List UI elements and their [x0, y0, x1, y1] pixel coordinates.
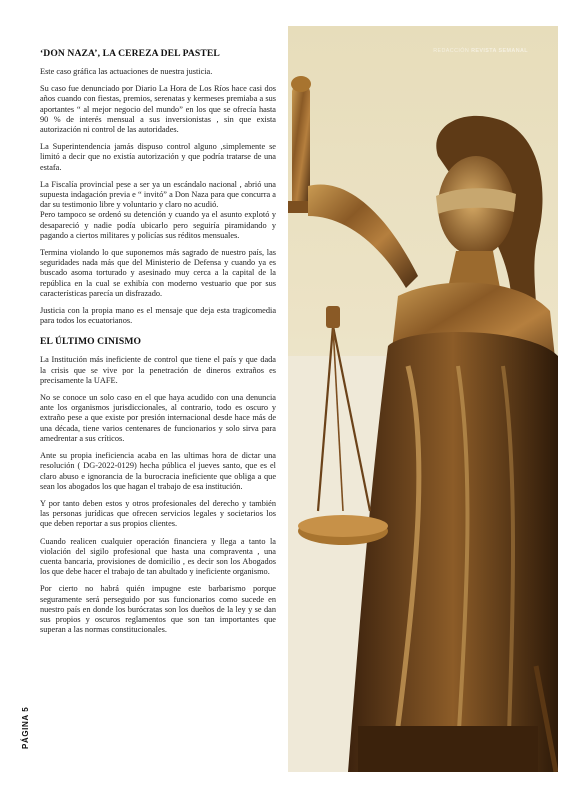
paragraph: Ante su propia ineficiencia acaba en las ultimas hora de dictar una resolución ( DG-2022-0129) hecha pública el jueves santo, que es el claro abuso e ignorancia de la burocracia ineficiente que obliga a que sean los abogados los que hagan el trabajo de esa institución.: [40, 451, 276, 491]
photo-credit-prefix: REDACCIÓN: [433, 48, 470, 54]
paragraph: La Fiscalía provincial pese a ser ya un escándalo nacional , abrió una supuesta indagación previa e “ invitó” a Don Naza para que concurra a dar su testimonio libre y voluntario y claro no acudió. Pero tampoco se ordenó su detención y cuando ya el asunto explotó y desapareció y nadie podía ubicarlo pero seguiría piramidando y pagando a ciertos militares y policías sus réditos mensuales.: [40, 179, 276, 240]
statue-illustration: [288, 26, 558, 772]
paragraph: Termina violando lo que suponemos más sagrado de nuestro país, las seguridades nada más que del Ministerio de Defensa y cuando ya es buscado asoma torturado y asesinado muy cerca a la capital de la república en la cual se exhibía con moderno vestuario que por sus características parecía un disfrazado.: [40, 248, 276, 298]
paragraph: Su caso fue denunciado por Diario La Hora de Los Ríos hace casi dos años cuando con fiestas, premios, serenatas y kermeses premiaba a sus aportantes “ al mejor negocio del mundo” en los que se ofrecía hasta 90 % de interés mensual a sus inversionistas , sin que exista autorización ni control de las autoridades.: [40, 84, 276, 135]
photo-credit-brand: REVISTA SEMANAL: [471, 48, 528, 54]
paragraph: Este caso gráfica las actuaciones de nuestra justicia.: [40, 67, 213, 76]
paragraph: La Institución más ineficiente de control que tiene el país y que dada la crisis que se vive por la penetración de dineros extraños es precisamente la UAFE.: [40, 355, 276, 385]
page-number-label: PÁGINA 5: [21, 706, 30, 749]
paragraph: Por cierto no habrá quién impugne este barbarismo porque seguramente será perseguido por sus funcionarios como sucede en nuestro país en donde los burócratas son los dueños de la ley y se dan sus propios y oscuros reglamentos que son tan importantes que superan a las normas constitucionales.: [40, 584, 276, 635]
photo-credit: [433, 48, 528, 54]
section-heading-ultimo-cinismo: EL ÚLTIMO CINISMO: [40, 336, 142, 348]
paragraph: La Superintendencia jamás dispuso control alguno ,simplemente se limitó a decir que no existía autorización y que podría tratarse de una estafa.: [40, 142, 276, 172]
paragraph: Cuando realicen cualquier operación financiera y llega a tanto la violación del sigilo profesional que hasta una compraventa , una cuenta bancaria, provisiones de domicilio , es decir son los Abogados los que debe hacer el trabajo de tan abultado y ineficiente organismo.: [40, 536, 276, 577]
lady-justice-photo: [288, 26, 558, 772]
article-column: [40, 40, 276, 642]
paragraph: Justicia con la propia mano es el mensaje que deja esta tragicomedia para todos los ecuatorianos.: [40, 306, 276, 326]
section-heading-don-naza: ‘DON NAZA’, LA CEREZA DEL PASTEL: [40, 48, 220, 59]
paragraph: Y por tanto deben estos y otros profesionales del derecho y también las personas jurídicas que ofrecen servicios legales y societarios los que deben reportar a sus propios clientes.: [40, 498, 276, 529]
paragraph: No se conoce un solo caso en el que haya acudido con una denuncia ante los organismos jurisdiccionales, al contrario, todo es oscuro y extraño pese a que existe por presión internacional desde hace más de una década, tiene varios centenares de funcionarios y solo sirva para amedrentar a sus críticos.: [40, 393, 276, 443]
